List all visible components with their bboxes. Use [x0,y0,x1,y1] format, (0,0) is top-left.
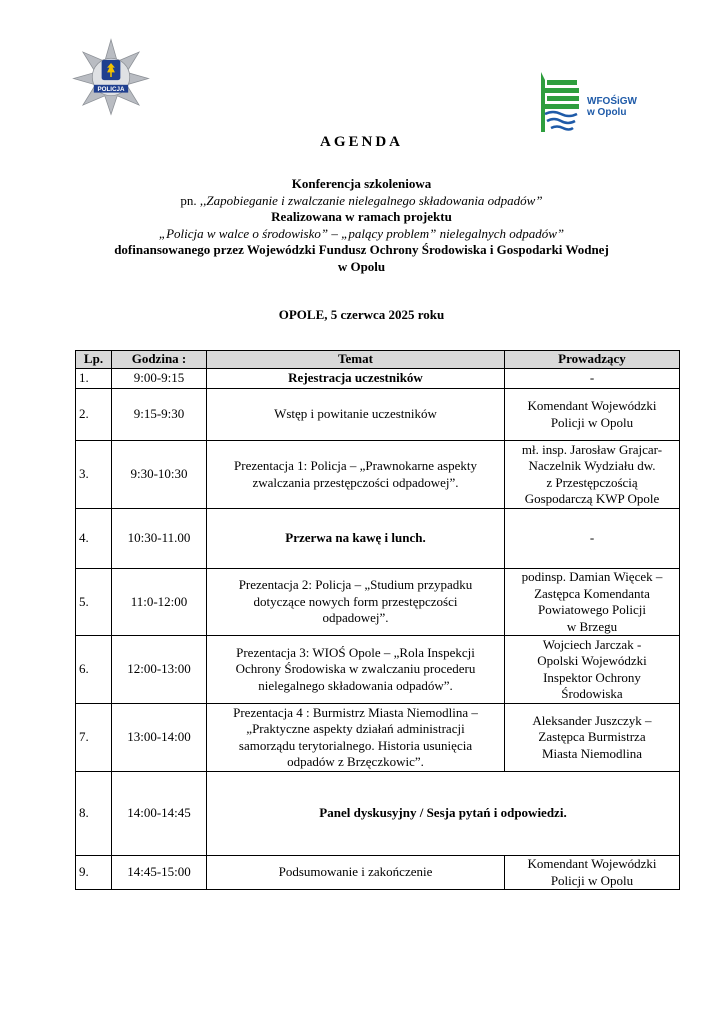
row-number: 7. [76,704,112,772]
wfosigw-logo-line1: WFOŚiGW [587,96,637,107]
row-number: 4. [76,509,112,569]
row-topic-line: Podsumowanie i zakończenie [278,864,433,880]
row-topic [207,704,505,772]
row-topic-line: Prezentacja 3: WIOŚ Opole – „Rola Inspekcji [236,644,475,660]
row-time: 14:45-15:00 [112,856,207,890]
header-line-2 [0,193,723,210]
row-speaker [505,441,680,509]
row-topic-line: Prezentacja 2: Policja – „Studium przypadku [238,577,473,593]
row-speaker-line: Wojciech Jarczak - [542,636,642,652]
table-row [76,636,680,704]
row-number: 6. [76,636,112,704]
header-line-1: Konferencja szkoleniowa [291,176,432,191]
row-time: 14:00-14:45 [112,772,207,856]
police-logo-label: POLICJA [97,86,125,94]
table-header-row [76,351,680,369]
row-topic [207,772,680,856]
police-star-logo [72,38,150,116]
table-row [76,772,680,856]
row-topic-line: nielegalnego składowania odpadów”. [258,677,453,693]
wfosigw-logo-line2: w Opolu [587,107,627,118]
header-line-3: Realizowana w ramach projektu [271,209,452,224]
table-row [76,441,680,509]
row-speaker-line: Zastępca Komendanta [534,585,650,601]
column-header-topic: Temat [207,351,505,369]
header-block [0,176,723,275]
row-topic-line: „Praktyczne aspekty działań administracji [246,721,465,736]
header-line-2-italic: ,,Zapobieganie i zwalczanie nielegalnego składowania odpadów” [199,192,543,208]
row-time: 11:0-12:00 [112,569,207,636]
row-topic [207,369,505,389]
row-speaker-line: Miasta Niemodlina [541,745,642,761]
row-speaker-line: mł. insp. Jarosław Grajcar- [521,441,663,457]
table-row [76,856,680,890]
page-title: AGENDA [319,134,403,150]
row-speaker-line: Policji w Opolu [550,872,634,888]
row-topic [207,441,505,509]
row-speaker-line: Komendant Wojewódzki [527,398,657,413]
table-row [76,369,680,389]
row-number: 3. [76,441,112,509]
row-topic [207,569,505,636]
row-speaker [505,704,680,772]
row-time: 12:00-13:00 [112,636,207,704]
row-speaker-line: Gospodarczą KWP Opole [524,491,660,506]
row-speaker-line: Policji w Opolu [550,414,634,430]
row-topic-line: odpadowej”. [322,610,389,626]
column-header-time: Godzina : [112,351,207,369]
column-header-lp: Lp. [76,351,112,369]
wfosigw-logo-text [587,96,637,118]
row-speaker-line: Zastępca Burmistrza [538,729,646,745]
row-speaker-line: - [589,530,595,546]
row-topic [207,636,505,704]
row-topic-line: Prezentacja 4 : Burmistrz Miasta Niemodlina – [233,704,478,720]
row-speaker-line: Środowiska [561,686,623,701]
row-number: 1. [76,369,112,389]
header-line-2-prefix: pn. [180,192,200,208]
row-speaker-line: z Przestępczością [546,474,638,490]
row-topic [207,509,505,569]
date-line: OPOLE, 5 czerwca 2025 roku [278,307,445,322]
row-topic-line: Wstęp i powitanie uczestników [274,406,437,422]
row-speaker-line: w Brzegu [566,618,618,634]
row-number: 2. [76,389,112,441]
header-line-4: „Policja w walce o środowisko” – „palący problem” nielegalnych odpadów” [158,225,565,241]
row-topic-line: Panel dyskusyjny / Sesja pytań i odpowiedzi. [319,805,567,821]
row-speaker-line: - [589,370,595,386]
row-speaker-line: Opolski Wojewódzki [537,653,647,668]
row-topic-line: Ochrony Środowiska w zwalczaniu procederu [235,661,476,677]
row-speaker [505,569,680,636]
row-speaker-line: Aleksander Juszczyk – [532,712,652,728]
agenda-table [75,350,680,890]
row-topic-line: samorządu terytorialnego. Historia usunięcia [238,737,473,753]
row-number: 9. [76,856,112,890]
row-topic-line: Prezentacja 1: Policja – „Prawnokarne aspekty [234,458,477,473]
row-speaker [505,389,680,441]
header-line-5: dofinansowanego przez Wojewódzki Fundusz Ochrony Środowiska i Gospodarki Wodnej [114,242,609,257]
row-topic [207,856,505,890]
row-speaker-line: podinsp. Damian Więcek – [521,569,663,584]
table-row [76,569,680,636]
row-speaker [505,369,680,389]
row-speaker-line: Powiatowego Policji [538,602,646,617]
row-number: 5. [76,569,112,636]
row-speaker [505,509,680,569]
row-time: 9:30-10:30 [112,441,207,509]
row-topic-line: Rejestracja uczestników [288,370,423,386]
table-row [76,704,680,772]
row-topic-line: odpadów z Brzęczkowic”. [287,754,424,769]
row-speaker [505,856,680,890]
row-topic-line: Przerwa na kawę i lunch. [285,530,426,546]
row-time: 9:15-9:30 [112,389,207,441]
row-topic-line: zwalczania przestępczości odpadowej”. [252,474,459,490]
row-time: 10:30-11.00 [112,509,207,569]
row-speaker-line: Inspektor Ochrony [543,669,641,685]
column-header-speaker: Prowadzący [505,351,680,369]
header-line-6: w Opolu [337,258,386,274]
row-number: 8. [76,772,112,856]
row-speaker-line: Naczelnik Wydziału dw. [528,458,656,473]
row-time: 13:00-14:00 [112,704,207,772]
row-topic-line: dotyczące nowych form przestępczości [253,593,458,609]
row-speaker-line: Komendant Wojewódzki [527,856,657,871]
table-row [76,389,680,441]
row-topic [207,389,505,441]
row-time: 9:00-9:15 [112,369,207,389]
table-row [76,509,680,569]
row-speaker [505,636,680,704]
